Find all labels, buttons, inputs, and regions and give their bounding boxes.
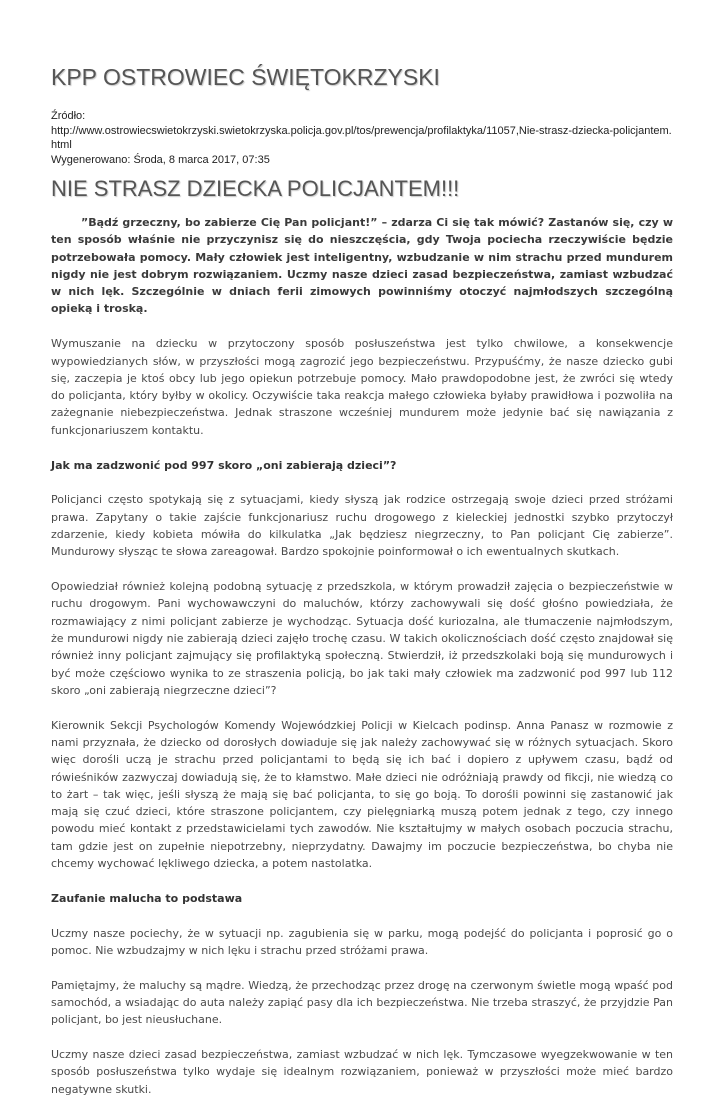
article-lead: ”Bądź grzeczny, bo zabierze Cię Pan policjant!” – zdarza Ci się tak mówić? Zastanów się, czy w ten sposób właśnie nie przyczynisz się do nieszczęścia, gdy Twoja pociecha rzeczywiście będzie potrzebowała pomocy. Mały człowiek jest inteligentny, wzbudzanie w nim strachu przed mundurem nigdy nie jest dobrym rozwiązaniem. Uczmy nasze dzieci zasad bezpieczeństwa, zamiast wzbudzać w nich lęk. Szczególnie w dniach ferii zimowych powinniśmy otoczyć najmłodszych szczególną opieką i troską. [51,216,673,316]
article-title: NIE STRASZ DZIECKA POLICJANTEM!!! [51,176,460,201]
section-heading-1: Jak ma zadzwonić pod 997 skoro „oni zabierają dzieci”? [51,458,397,472]
section-heading-2: Zaufanie malucha to podstawa [51,891,243,905]
article-body [51,214,673,1115]
paragraph-5: Uczmy nasze pociechy, że w sytuacji np. zagubienia się w parku, mogą podejść do policjanta i poprosić go o pomoc. Nie wzbudzajmy w nich lęku i strachu przed stróżami prawa. [51,926,673,957]
paragraph-3: Opowiedział również kolejną podobną sytuację z przedszkola, w którym prowadził zajęcia o bezpieczeństwie w ruchu drogowym. Pani wychowawczyni do maluchów, którzy zachowywali się dość głośno powiedziała, że rozmawiający z nimi policjant zabierze je wychodząc. Sytuacja dość kuriozalna, ale tłumaczenie najmłodszym, że mundurowi nigdy nie zabierają dzieci zajęło trochę czasu. W takich okolicznościach dość często znajdował się również inny policjant zajmujący się profilaktyką społeczną. Stwierdził, iż przedszkolaki boją się mundurowych i być może częściowo wynika to ze straszenia policją, bo jak taki mały człowiek ma zadzwonić pod 997 lub 112 skoro „oni zabierają niegrzeczne dzieci”? [51,580,673,697]
paragraph-7: Uczmy nasze dzieci zasad bezpieczeństwa, zamiast wzbudzać w nich lęk. Tymczasowe wyegzekwowanie w ten sposób posłuszeństwa tylko wydaje się idealnym rozwiązaniem, ponieważ w przyszłości może mieć bardzo negatywne skutki. [51,1048,673,1096]
document-meta [51,109,675,167]
generated-date: Wygenerowano: Środa, 8 marca 2017, 07:35 [51,153,270,166]
source-url[interactable]: http://www.ostrowiecswietokrzyski.swietokrzyska.policja.gov.pl/tos/prewencja/profilaktyka/11057,Nie-strasz-dziecka-policjantem.html [51,124,672,151]
paragraph-1: Wymuszanie na dziecku w przytoczony sposób posłuszeństwa jest tylko chwilowe, a konsekwencje wypowiedzianych słów, w przyszłości mogą zagrozić jego bezpieczeństwu. Przypuśćmy, że nasze dziecko gubi się, zaczepia je ktoś obcy lub jego opiekun potrzebuje pomocy. Mało prawdopodobne jest, że zwróci się wtedy do policjanta, który byłby w okolicy. Oczywiście taka reakcja małego człowieka byłaby prawidłowa i pozwoliła na zażegnanie niebezpieczeństwa. Jednak straszone wcześniej mundurem może jedynie bać się nawiązania z funkcjonariuszem kontaktu. [51,337,673,437]
site-title: KPP OSTROWIEC ŚWIĘTOKRZYSKI [51,64,440,90]
paragraph-6: Pamiętajmy, że maluchy są mądre. Wiedzą, że przechodząc przez drogę na czerwonym świetle mogą wpaść pod samochód, a wsiadając do auta należy zapiąć pasy dla ich bezpieczeństwa. Nie trzeba straszyć, że przyjdzie Pan policjant, bo jest nieusłuchane. [51,978,673,1027]
source-label: Źródło: [51,110,86,122]
paragraph-4: Kierownik Sekcji Psychologów Komendy Wojewódzkiej Policji w Kielcach podinsp. Anna Panasz w rozmowie z nami przyznała, że dziecko od dorosłych dowiaduje się jak należy zachowywać się w różnych sytuacjach. Skoro więc dorośli uczą je strachu przed policjantami to będą się ich bać i dopiero z upływem czasu, bądź od rówieśników zazwyczaj dowiadują się, że to kłamstwo. Małe dzieci nie odróżniają prawdy od fikcji, nie wiedzą co to żart – tak więc, jeśli słyszą że mają się bać policjanta, to się go boją. To dorośli powinni się zastanowić jak mają się czuć dzieci, które straszone policjantem, czy pielęgniarką muszą potem jednak z tego, czy innego powodu mieć kontakt z przedstawicielami tych zawodów. Nie kształtujmy w małych osobach poczucia strachu, tam gdzie jest on zupełnie niepotrzebny, nieprzydatny. Dawajmy im poczucie bezpieczeństwa, bo chyba nie chcemy wychować lękliwego dziecka, a potem nastolatka. [51,718,673,870]
paragraph-2: Policjanci często spotykają się z sytuacjami, kiedy słyszą jak rodzice ostrzegają swoje dzieci przed stróżami prawa. Zapytany o takie zajście funkcjonariusz ruchu drogowego z kieleckiej jednostki szybko przytoczył zdarzenie, kiedy kobieta mówiła do kilkulatka „Jak będziesz niegrzeczny, to Pan policjant Cię zabierze”. Mundurowy słysząc te słowa zareagował. Bardzo spokojnie poinformował o ich ewentualnych skutkach. [51,493,673,559]
